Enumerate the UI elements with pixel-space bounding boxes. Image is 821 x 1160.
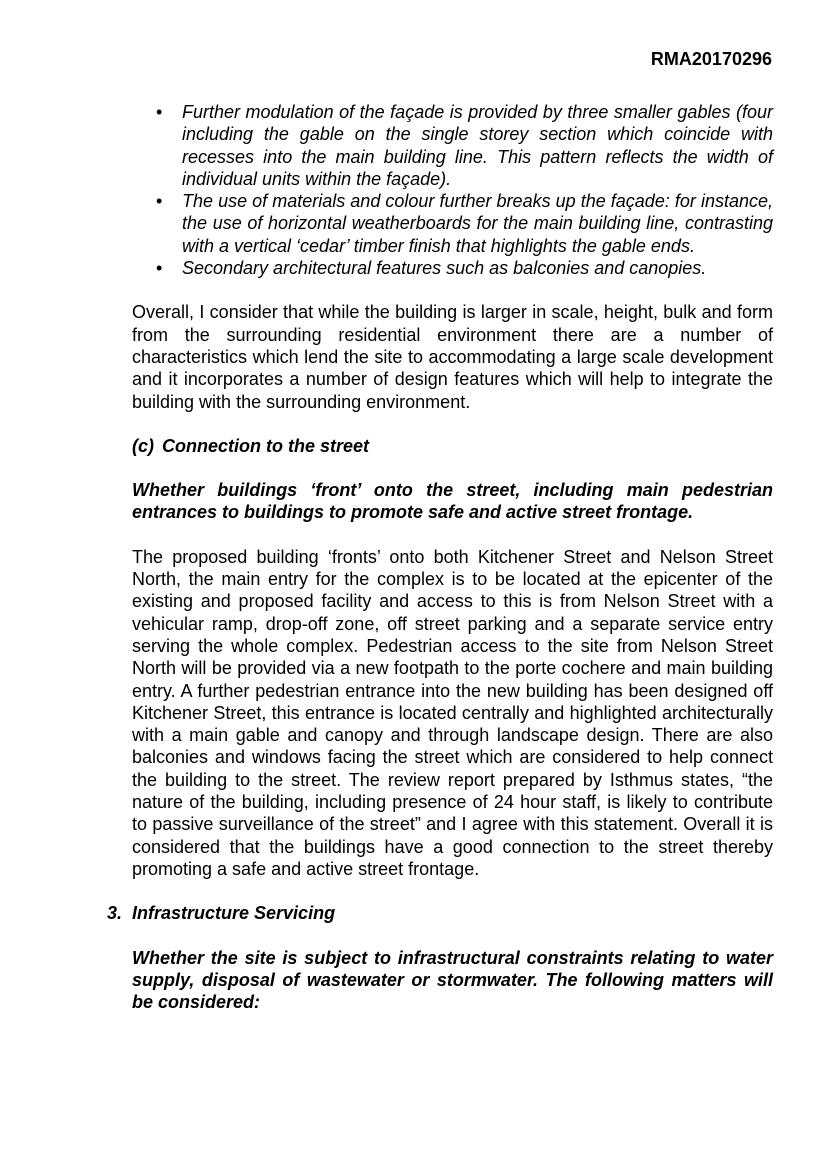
- section-3-heading: [107, 902, 773, 924]
- section-3-number: 3.: [107, 903, 123, 924]
- bullet-icon: •: [156, 191, 163, 212]
- list-item: [132, 257, 773, 279]
- overall-paragraph: Overall, I consider that while the building is larger in scale, height, bulk and form from the surrounding residential environment there are a number of characteristics which lend the site to accommodating a large scale development and it incorporates a number of design features which will help to integrate the building with the surrounding environment.: [132, 302, 773, 412]
- bullet-icon: •: [156, 258, 163, 279]
- page-body: [107, 101, 773, 1013]
- section-c-criterion: Whether buildings ‘front’ onto the street, including main pedestrian entrances to buildings to promote safe and active street frontage.: [132, 480, 773, 523]
- section-c-body: The proposed building ‘fronts’ onto both Kitchener Street and Nelson Street North, the main entry for the complex is to be located at the epicenter of the existing and proposed facility and access to this is from Nelson Street with a vehicular ramp, drop-off zone, off street parking and a separate service entry serving the whole complex. Pedestrian access to the site from Nelson Street North will be provided via a new footpath to the porte cochere and main building entry. A further pedestrian entrance into the new building has been designed off Kitchener Street, this entrance is located centrally and highlighted architecturally with a main gable and canopy and through landscape design. There are also balconies and windows facing the street which are considered to help connect the building to the street. The review report prepared by Isthmus states, “the nature of the building, including presence of 24 hour staff, is likely to contribute to passive surveillance of the street” and I agree with this statement. Overall it is considered that the buildings have a good connection to the street thereby promoting a safe and active street frontage.: [132, 546, 773, 879]
- bullet-text: Further modulation of the façade is provided by three smaller gables (four including the gable on the single storey section which coincide with recesses into the main building line. This pattern reflects the width of individual units within the façade).: [182, 102, 773, 189]
- section-c-title: Connection to the street: [162, 435, 370, 456]
- section-3-title: Infrastructure Servicing: [132, 903, 336, 924]
- document-reference: RMA20170296: [650, 49, 772, 69]
- section-3-criterion: Whether the site is subject to infrastructural constraints relating to water supply, disposal of wastewater or stormwater. The following matters will be considered:: [132, 947, 773, 1013]
- bullet-icon: •: [156, 102, 163, 122]
- bullet-text: The use of materials and colour further breaks up the façade: for instance, the use of horizontal weatherboards for the main building line, contrasting with a vertical ‘cedar’ timber finish that highlights the gable ends.: [182, 191, 773, 256]
- list-item: [132, 190, 773, 257]
- section-c-heading: [132, 435, 773, 457]
- bullet-text: Secondary architectural features such as balconies and canopies.: [182, 258, 707, 279]
- section-c-label: (c): [132, 435, 154, 456]
- feature-bullet-list: [132, 101, 773, 279]
- list-item: [132, 101, 773, 190]
